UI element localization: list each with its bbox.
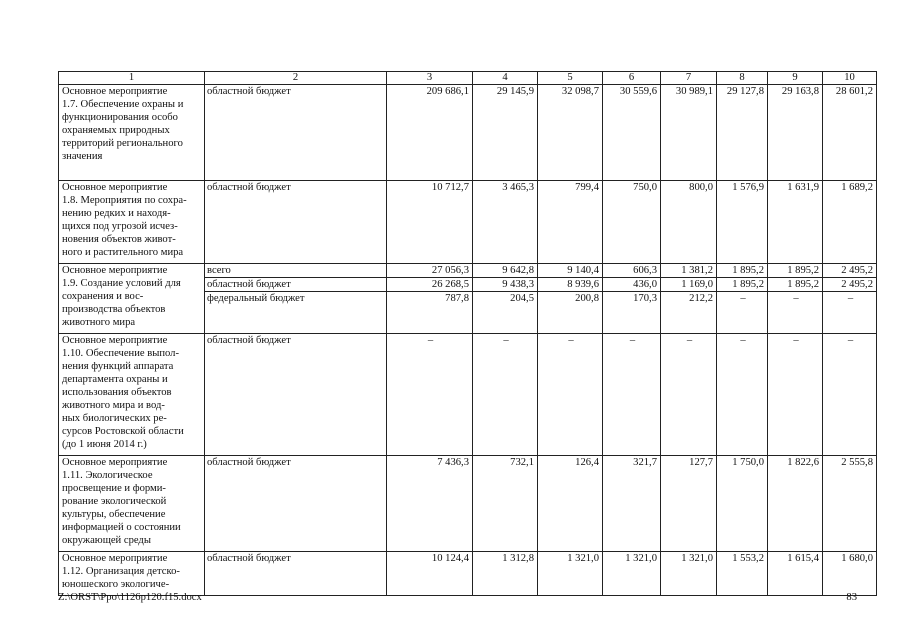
funding-source-cell: федеральный бюджет xyxy=(205,292,387,334)
activity-name-line: информацией о состоянии xyxy=(62,522,181,533)
activity-name-line: Основное мероприятие xyxy=(62,553,168,564)
amount-cell: 2 495,2 xyxy=(823,278,877,292)
amount-cell: 8 939,6 xyxy=(538,278,603,292)
amount-cell: 29 127,8 xyxy=(717,85,768,181)
activity-name-line: ного и растительного мира xyxy=(62,247,184,258)
activity-name-line: значения xyxy=(62,151,103,162)
amount-cell: 1 895,2 xyxy=(717,278,768,292)
amount-cell: 1 689,2 xyxy=(823,181,877,264)
amount-cell: 30 989,1 xyxy=(661,85,717,181)
activity-name-line: щихся под угрозой исчез- xyxy=(62,221,178,232)
column-number-row xyxy=(59,72,877,85)
amount-cell: 1 312,8 xyxy=(473,552,538,596)
activity-name-line: использования объектов xyxy=(62,387,172,398)
activity-name-line: животного мира и вод- xyxy=(62,400,165,411)
amount-cell: 1 895,2 xyxy=(768,278,823,292)
activity-name-line: (до 1 июня 2014 г.) xyxy=(62,439,147,450)
amount-cell: 9 642,8 xyxy=(473,264,538,278)
activity-name-line: производства объектов xyxy=(62,304,166,315)
activity-name-line: юношеского экологиче- xyxy=(62,579,170,590)
activity-name-line: сохранения и вос- xyxy=(62,291,144,302)
activity-name-line: ных биологических ре- xyxy=(62,413,167,424)
activity-name-line: нению редких и находя- xyxy=(62,208,171,219)
activity-name-line: культуры, обеспечение xyxy=(62,509,166,520)
activity-name-cell xyxy=(59,334,205,456)
table-row xyxy=(59,552,877,596)
activity-name-line: Основное мероприятие xyxy=(62,335,168,346)
amount-cell: 1 822,6 xyxy=(768,456,823,552)
amount-cell: – xyxy=(473,334,538,456)
activity-name-line: 1.11. Экологическое xyxy=(62,470,153,481)
column-number: 1 xyxy=(59,72,205,85)
activity-name-line: Основное мероприятие xyxy=(62,86,168,97)
funding-source-cell: областной бюджет xyxy=(205,456,387,552)
activity-name-cell xyxy=(59,552,205,596)
funding-source-cell: всего xyxy=(205,264,387,278)
amount-cell: 204,5 xyxy=(473,292,538,334)
funding-source-cell: областной бюджет xyxy=(205,181,387,264)
amount-cell: 436,0 xyxy=(603,278,661,292)
amount-cell: 1 321,0 xyxy=(603,552,661,596)
activity-name-line: Основное мероприятие xyxy=(62,457,168,468)
amount-cell: 606,3 xyxy=(603,264,661,278)
column-number: 8 xyxy=(717,72,768,85)
column-number: 4 xyxy=(473,72,538,85)
amount-cell: 9 438,3 xyxy=(473,278,538,292)
amount-cell: 1 631,9 xyxy=(768,181,823,264)
activity-name-cell xyxy=(59,456,205,552)
amount-cell: 1 576,9 xyxy=(717,181,768,264)
table-row xyxy=(59,264,877,278)
activity-name-line: рование экологической xyxy=(62,496,167,507)
column-number: 6 xyxy=(603,72,661,85)
amount-cell: 10 124,4 xyxy=(387,552,473,596)
funding-source-cell: областной бюджет xyxy=(205,334,387,456)
activity-name-line: сурсов Ростовской области xyxy=(62,426,184,437)
amount-cell: – xyxy=(661,334,717,456)
amount-cell: 732,1 xyxy=(473,456,538,552)
activity-name-line: 1.12. Организация детско- xyxy=(62,566,180,577)
amount-cell: 126,4 xyxy=(538,456,603,552)
table-row xyxy=(59,456,877,552)
amount-cell: 1 321,0 xyxy=(661,552,717,596)
activity-name-line: охраняемых природных xyxy=(62,125,170,136)
activity-name-line: Основное мероприятие xyxy=(62,182,168,193)
amount-cell: 1 615,4 xyxy=(768,552,823,596)
column-number: 7 xyxy=(661,72,717,85)
activity-name-line: 1.7. Обеспечение охраны и xyxy=(62,99,184,110)
activity-name-line: территорий регионального xyxy=(62,138,183,149)
amount-cell: 7 436,3 xyxy=(387,456,473,552)
amount-cell: – xyxy=(823,292,877,334)
amount-cell: 1 321,0 xyxy=(538,552,603,596)
table-row xyxy=(59,181,877,264)
activity-name-line: 1.8. Мероприятия по сохра- xyxy=(62,195,187,206)
activity-name-cell xyxy=(59,181,205,264)
table-row xyxy=(59,85,877,181)
table-row xyxy=(59,334,877,456)
amount-cell: 170,3 xyxy=(603,292,661,334)
amount-cell: 30 559,6 xyxy=(603,85,661,181)
funding-source-cell: областной бюджет xyxy=(205,278,387,292)
amount-cell: – xyxy=(387,334,473,456)
column-number: 5 xyxy=(538,72,603,85)
amount-cell: 1 553,2 xyxy=(717,552,768,596)
amount-cell: – xyxy=(768,334,823,456)
activity-name-line: 1.10. Обеспечение выпол- xyxy=(62,348,179,359)
activity-name-line: животного мира xyxy=(62,317,136,328)
amount-cell: 127,7 xyxy=(661,456,717,552)
amount-cell: 26 268,5 xyxy=(387,278,473,292)
amount-cell: 787,8 xyxy=(387,292,473,334)
activity-name-cell xyxy=(59,85,205,181)
activity-name-cell xyxy=(59,264,205,334)
column-number: 9 xyxy=(768,72,823,85)
amount-cell: 29 145,9 xyxy=(473,85,538,181)
column-number: 2 xyxy=(205,72,387,85)
amount-cell: – xyxy=(603,334,661,456)
amount-cell: 3 465,3 xyxy=(473,181,538,264)
amount-cell: – xyxy=(768,292,823,334)
amount-cell: 212,2 xyxy=(661,292,717,334)
amount-cell: 2 495,2 xyxy=(823,264,877,278)
amount-cell: 1 750,0 xyxy=(717,456,768,552)
amount-cell: 1 169,0 xyxy=(661,278,717,292)
funding-source-cell: областной бюджет xyxy=(205,85,387,181)
amount-cell: 200,8 xyxy=(538,292,603,334)
amount-cell: – xyxy=(823,334,877,456)
amount-cell: 1 895,2 xyxy=(768,264,823,278)
amount-cell: 799,4 xyxy=(538,181,603,264)
amount-cell: 10 712,7 xyxy=(387,181,473,264)
amount-cell: 1 381,2 xyxy=(661,264,717,278)
activity-name-line: окружающей среды xyxy=(62,535,151,546)
amount-cell: 2 555,8 xyxy=(823,456,877,552)
amount-cell: 27 056,3 xyxy=(387,264,473,278)
funding-source-cell: областной бюджет xyxy=(205,552,387,596)
amount-cell: 209 686,1 xyxy=(387,85,473,181)
activity-name-line: Основное мероприятие xyxy=(62,265,168,276)
activity-name-line: просвещение и форми- xyxy=(62,483,166,494)
amount-cell: 29 163,8 xyxy=(768,85,823,181)
amount-cell: 9 140,4 xyxy=(538,264,603,278)
document-sheet xyxy=(58,71,873,596)
activity-name-line: новения объектов живот- xyxy=(62,234,176,245)
amount-cell: 1 680,0 xyxy=(823,552,877,596)
amount-cell: 321,7 xyxy=(603,456,661,552)
amount-cell: 750,0 xyxy=(603,181,661,264)
activity-name-line: нения функций аппарата xyxy=(62,361,174,372)
column-number: 10 xyxy=(823,72,877,85)
amount-cell: 1 895,2 xyxy=(717,264,768,278)
amount-cell: – xyxy=(717,334,768,456)
footer-file-path: Z:\ORST\Ppo\1126p120.f15.docx xyxy=(58,592,202,603)
budget-table xyxy=(58,71,877,596)
amount-cell: – xyxy=(717,292,768,334)
activity-name-line: функционирования особо xyxy=(62,112,178,123)
page-number: 83 xyxy=(846,592,857,603)
amount-cell: 28 601,2 xyxy=(823,85,877,181)
column-number: 3 xyxy=(387,72,473,85)
activity-name-line: 1.9. Создание условий для xyxy=(62,278,181,289)
activity-name-line: департамента охраны и xyxy=(62,374,168,385)
amount-cell: 800,0 xyxy=(661,181,717,264)
amount-cell: – xyxy=(538,334,603,456)
amount-cell: 32 098,7 xyxy=(538,85,603,181)
